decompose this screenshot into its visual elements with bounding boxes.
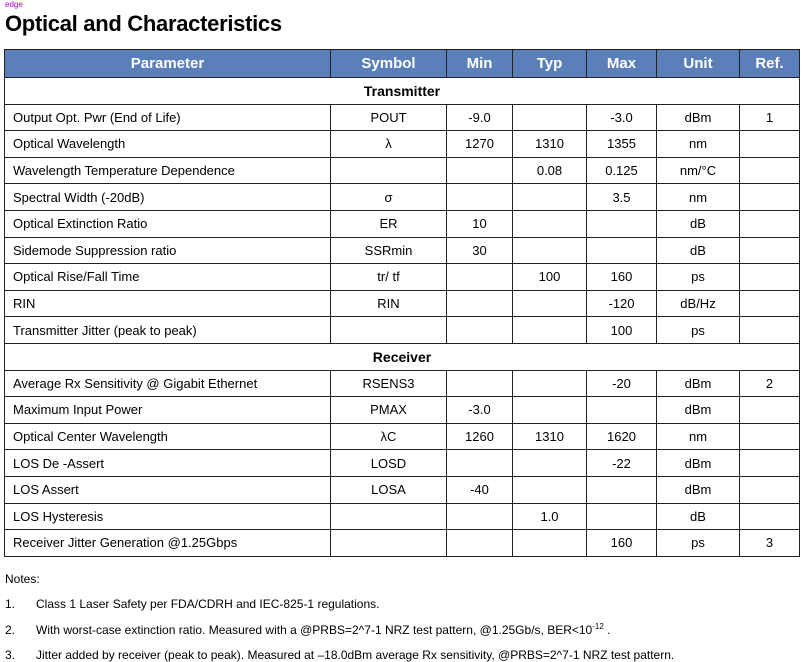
cell-param: Spectral Width (-20dB) [5,184,331,211]
cell-ref [740,503,800,530]
browser-label: edge [5,0,23,9]
cell-ref [740,237,800,264]
cell-ref [740,184,800,211]
table-row [5,503,800,530]
cell-symbol: PMAX [331,397,447,424]
cell-ref [740,264,800,291]
cell-unit: nm [657,184,740,211]
cell-min [447,290,513,317]
table-row [5,210,800,237]
section-title: Transmitter [5,78,800,105]
cell-unit: dB [657,210,740,237]
cell-max [587,210,657,237]
cell-typ [513,370,587,397]
cell-param: Transmitter Jitter (peak to peak) [5,317,331,344]
cell-ref [740,157,800,184]
cell-max: -22 [587,450,657,477]
cell-min [447,503,513,530]
note-number: 1. [5,597,16,611]
spec-table [4,49,800,557]
section-row-receiver [5,343,800,370]
cell-unit: dBm [657,476,740,503]
cell-max: 3.5 [587,184,657,211]
cell-max: 160 [587,530,657,557]
cell-typ [513,397,587,424]
cell-min [447,530,513,557]
table-row [5,317,800,344]
cell-symbol: POUT [331,104,447,131]
cell-max: -120 [587,290,657,317]
cell-unit: dB [657,503,740,530]
note-item [5,648,674,662]
cell-max: 1355 [587,131,657,158]
cell-symbol: RIN [331,290,447,317]
cell-param: Optical Extinction Ratio [5,210,331,237]
cell-typ [513,450,587,477]
cell-symbol [331,530,447,557]
note-number: 3. [5,648,16,662]
cell-max [587,237,657,264]
cell-max [587,503,657,530]
cell-max: -3.0 [587,104,657,131]
column-header-parameter: Parameter [5,50,331,78]
cell-unit: nm [657,423,740,450]
cell-symbol: tr/ tf [331,264,447,291]
cell-unit: ps [657,530,740,557]
table-row [5,131,800,158]
cell-symbol: ER [331,210,447,237]
cell-max: 1620 [587,423,657,450]
cell-min: 1270 [447,131,513,158]
cell-symbol: λ [331,131,447,158]
cell-symbol [331,157,447,184]
note-number: 2. [5,623,16,637]
cell-min [447,264,513,291]
cell-min: 30 [447,237,513,264]
section-title: Receiver [5,343,800,370]
cell-max: 160 [587,264,657,291]
cell-unit: dBm [657,450,740,477]
table-row [5,184,800,211]
note-item [5,623,610,637]
table-row [5,290,800,317]
cell-ref [740,290,800,317]
note-text: Class 1 Laser Safety per FDA/CDRH and IEC-825-1 regulations. [36,597,380,611]
cell-typ [513,317,587,344]
cell-unit: nm [657,131,740,158]
cell-min: -3.0 [447,397,513,424]
note-item [5,597,379,611]
cell-param: Optical Rise/Fall Time [5,264,331,291]
cell-ref [740,450,800,477]
cell-unit: dBm [657,104,740,131]
cell-min [447,317,513,344]
cell-symbol: SSRmin [331,237,447,264]
cell-unit: ps [657,317,740,344]
cell-min: 1260 [447,423,513,450]
section-row-transmitter [5,78,800,105]
column-header-ref: Ref. [740,50,800,78]
cell-unit: dB/Hz [657,290,740,317]
cell-max: -20 [587,370,657,397]
cell-max: 0.125 [587,157,657,184]
cell-min: -40 [447,476,513,503]
cell-typ [513,210,587,237]
cell-symbol: λC [331,423,447,450]
note-superscript: -12 [592,622,604,631]
cell-unit: dB [657,237,740,264]
cell-max: 100 [587,317,657,344]
note-text: Jitter added by receiver (peak to peak). Measured at –18.0dBm average Rx sensitivity, @PRBS=2^7-1 NRZ test pattern. [36,648,675,662]
column-header-max: Max [587,50,657,78]
table-row [5,530,800,557]
table-header-row [5,50,800,78]
cell-max [587,476,657,503]
cell-param: LOS Assert [5,476,331,503]
cell-unit: nm/°C [657,157,740,184]
notes-heading: Notes: [5,572,40,586]
cell-ref [740,476,800,503]
cell-typ: 1310 [513,423,587,450]
cell-ref [740,317,800,344]
cell-symbol [331,503,447,530]
cell-ref [740,131,800,158]
cell-param: LOS Hysteresis [5,503,331,530]
cell-max [587,397,657,424]
cell-param: LOS De -Assert [5,450,331,477]
table-row [5,370,800,397]
cell-typ [513,476,587,503]
cell-ref: 2 [740,370,800,397]
cell-typ: 1310 [513,131,587,158]
cell-min: 10 [447,210,513,237]
cell-ref [740,397,800,424]
column-header-symbol: Symbol [331,50,447,78]
column-header-unit: Unit [657,50,740,78]
cell-param: Wavelength Temperature Dependence [5,157,331,184]
table-row [5,237,800,264]
cell-symbol [331,317,447,344]
cell-typ: 100 [513,264,587,291]
cell-min [447,184,513,211]
cell-unit: dBm [657,370,740,397]
table-row [5,104,800,131]
column-header-min: Min [447,50,513,78]
cell-ref [740,423,800,450]
cell-typ: 0.08 [513,157,587,184]
cell-param: Output Opt. Pwr (End of Life) [5,104,331,131]
table-row [5,450,800,477]
cell-typ [513,184,587,211]
cell-min [447,157,513,184]
cell-typ [513,290,587,317]
cell-param: Sidemode Suppression ratio [5,237,331,264]
table-row [5,264,800,291]
cell-min [447,370,513,397]
column-header-typ: Typ [513,50,587,78]
cell-symbol: σ [331,184,447,211]
cell-param: Maximum Input Power [5,397,331,424]
page-title: Optical and Characteristics [5,11,282,36]
table-row [5,423,800,450]
cell-typ [513,530,587,557]
cell-param: Average Rx Sensitivity @ Gigabit Ethernet [5,370,331,397]
cell-param: Receiver Jitter Generation @1.25Gbps [5,530,331,557]
cell-ref [740,210,800,237]
cell-ref: 1 [740,104,800,131]
cell-typ [513,104,587,131]
cell-typ [513,237,587,264]
cell-param: RIN [5,290,331,317]
cell-symbol: LOSA [331,476,447,503]
cell-param: Optical Wavelength [5,131,331,158]
cell-typ: 1.0 [513,503,587,530]
table-row [5,157,800,184]
note-tail: . [603,623,611,637]
cell-symbol: LOSD [331,450,447,477]
table-row [5,476,800,503]
cell-min: -9.0 [447,104,513,131]
cell-min [447,450,513,477]
cell-unit: ps [657,264,740,291]
cell-unit: dBm [657,397,740,424]
cell-symbol: RSENS3 [331,370,447,397]
table-row [5,397,800,424]
cell-param: Optical Center Wavelength [5,423,331,450]
cell-ref: 3 [740,530,800,557]
note-text: With worst-case extinction ratio. Measured with a @PRBS=2^7-1 NRZ test pattern, @1.25Gb/s, BER<10 [36,623,593,637]
